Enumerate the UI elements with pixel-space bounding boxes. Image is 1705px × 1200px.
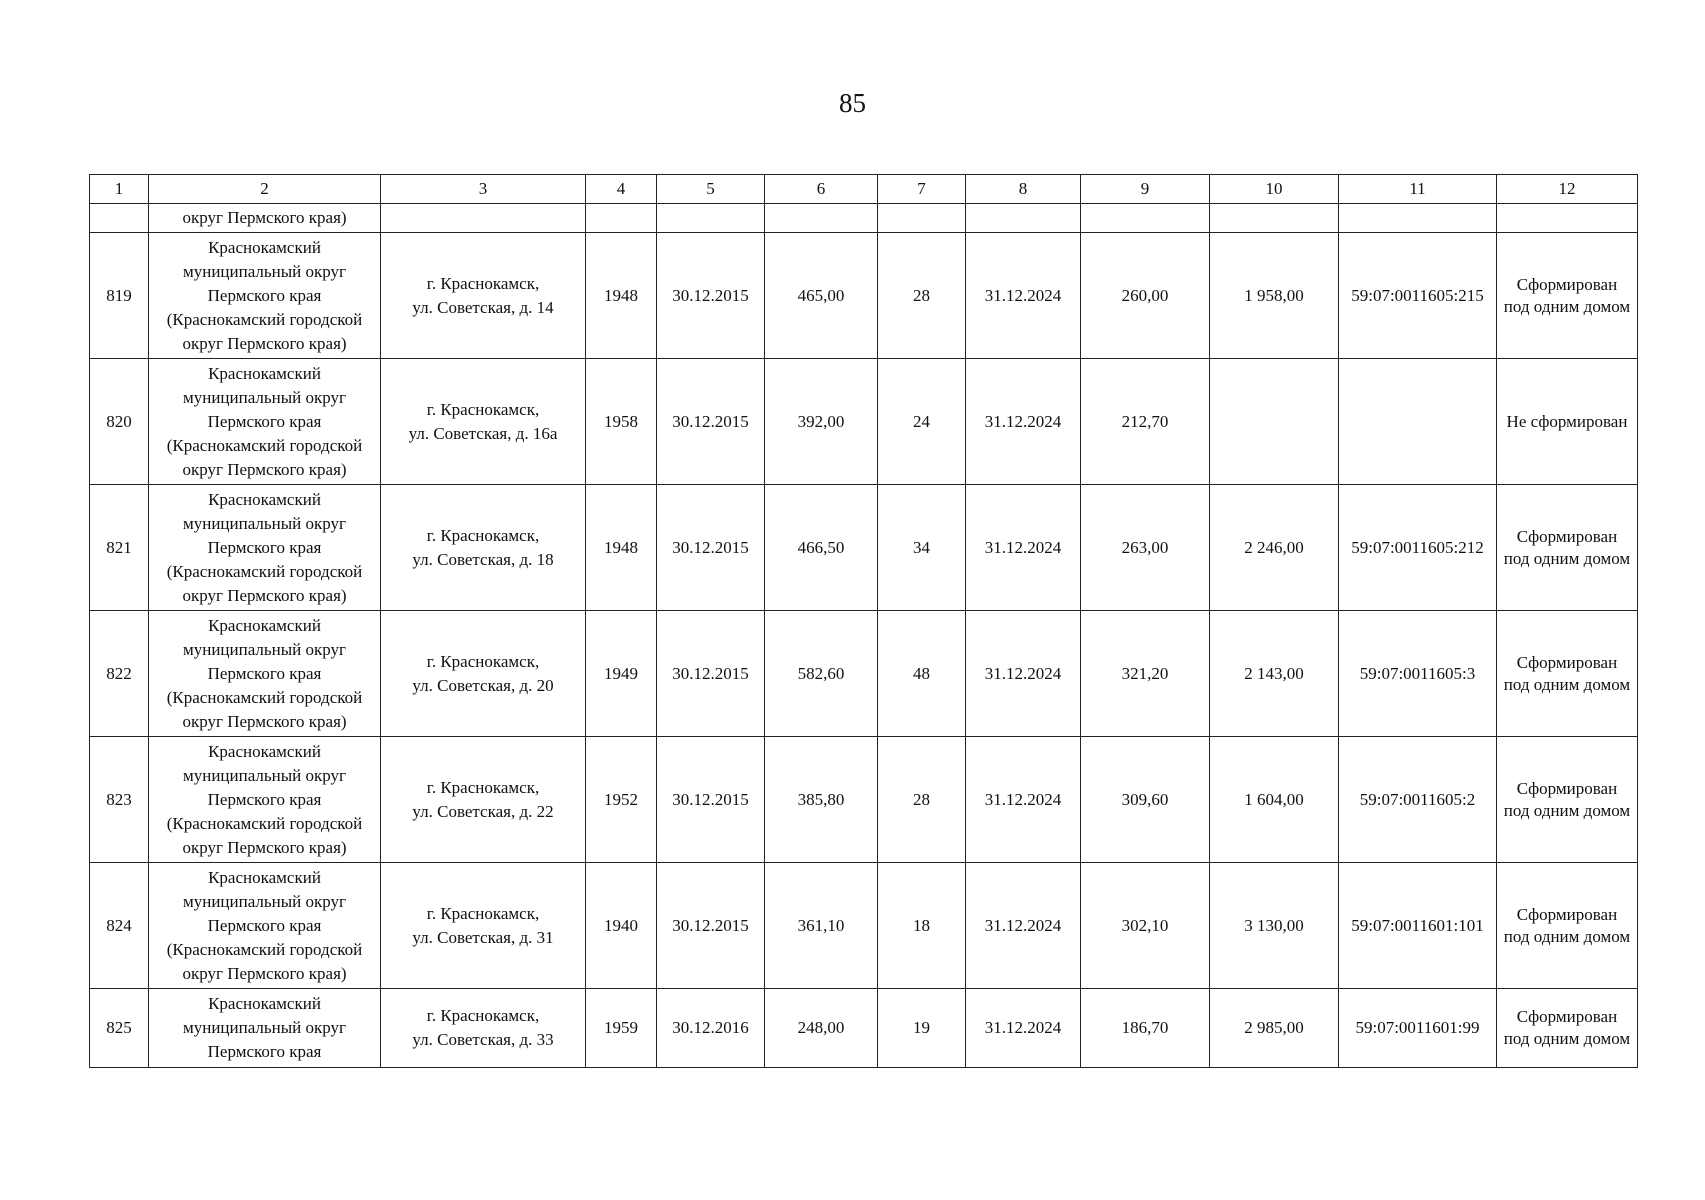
status-cell: Сформирован под одним домом <box>1497 233 1638 359</box>
cadastral-cell: 59:07:0011601:99 <box>1339 989 1497 1068</box>
column-number-header <box>90 175 1638 204</box>
year-cell: 1948 <box>586 485 657 611</box>
column-header: 12 <box>1497 175 1638 204</box>
area-cell: 248,00 <box>765 989 878 1068</box>
owner-cell: Краснокамский муниципальный округ Пермского края (Краснокамский городской округ Пермского края) <box>149 233 381 359</box>
area2-cell: 260,00 <box>1081 233 1210 359</box>
cadastral-cell <box>1339 359 1497 485</box>
table-row <box>90 485 1638 611</box>
area2-cell: 302,10 <box>1081 863 1210 989</box>
table-row <box>90 863 1638 989</box>
column-header: 5 <box>657 175 765 204</box>
date-cell: 30.12.2015 <box>657 233 765 359</box>
residents-cell: 34 <box>878 485 966 611</box>
address-cell: г. Краснокамск, ул. Советская, д. 16а <box>381 359 586 485</box>
year-cell: 1952 <box>586 737 657 863</box>
row-number: 824 <box>90 863 149 989</box>
cell-empty <box>90 204 149 233</box>
column-header: 9 <box>1081 175 1210 204</box>
cadastral-cell: 59:07:0011605:212 <box>1339 485 1497 611</box>
land-area-cell <box>1210 359 1339 485</box>
land-area-cell: 2 143,00 <box>1210 611 1339 737</box>
row-number: 821 <box>90 485 149 611</box>
column-header: 3 <box>381 175 586 204</box>
deadline-cell: 31.12.2024 <box>966 737 1081 863</box>
residents-cell: 18 <box>878 863 966 989</box>
deadline-cell: 31.12.2024 <box>966 989 1081 1068</box>
continuation-row <box>90 204 1638 233</box>
land-area-cell: 1 958,00 <box>1210 233 1339 359</box>
land-area-cell: 2 985,00 <box>1210 989 1339 1068</box>
area2-cell: 212,70 <box>1081 359 1210 485</box>
row-number: 823 <box>90 737 149 863</box>
status-cell: Сформирован под одним домом <box>1497 989 1638 1068</box>
year-cell: 1948 <box>586 233 657 359</box>
cadastral-cell: 59:07:0011605:2 <box>1339 737 1497 863</box>
table-row <box>90 359 1638 485</box>
deadline-cell: 31.12.2024 <box>966 233 1081 359</box>
residents-cell: 19 <box>878 989 966 1068</box>
cell-empty <box>966 204 1081 233</box>
area2-cell: 186,70 <box>1081 989 1210 1068</box>
date-cell: 30.12.2015 <box>657 737 765 863</box>
row-number: 819 <box>90 233 149 359</box>
deadline-cell: 31.12.2024 <box>966 359 1081 485</box>
status-cell: Не сформирован <box>1497 359 1638 485</box>
deadline-cell: 31.12.2024 <box>966 485 1081 611</box>
status-cell: Сформирован под одним домом <box>1497 737 1638 863</box>
column-header: 6 <box>765 175 878 204</box>
owner-cell: Краснокамский муниципальный округ Пермского края (Краснокамский городской округ Пермского края) <box>149 485 381 611</box>
address-cell: г. Краснокамск, ул. Советская, д. 20 <box>381 611 586 737</box>
area2-cell: 321,20 <box>1081 611 1210 737</box>
date-cell: 30.12.2016 <box>657 989 765 1068</box>
table-row <box>90 989 1638 1068</box>
column-header: 4 <box>586 175 657 204</box>
header-row <box>90 175 1638 204</box>
cell-empty <box>586 204 657 233</box>
residents-cell: 24 <box>878 359 966 485</box>
table-row <box>90 611 1638 737</box>
table-row <box>90 233 1638 359</box>
housing-registry-table <box>89 174 1638 1068</box>
owner-cell: Краснокамский муниципальный округ Пермского края <box>149 989 381 1068</box>
date-cell: 30.12.2015 <box>657 485 765 611</box>
row-number: 820 <box>90 359 149 485</box>
cell-empty <box>1081 204 1210 233</box>
status-cell: Сформирован под одним домом <box>1497 485 1638 611</box>
address-cell: г. Краснокамск, ул. Советская, д. 33 <box>381 989 586 1068</box>
year-cell: 1958 <box>586 359 657 485</box>
status-cell: Сформирован под одним домом <box>1497 611 1638 737</box>
address-cell: г. Краснокамск, ул. Советская, д. 22 <box>381 737 586 863</box>
cadastral-cell: 59:07:0011605:215 <box>1339 233 1497 359</box>
cadastral-cell: 59:07:0011605:3 <box>1339 611 1497 737</box>
owner-cell: Краснокамский муниципальный округ Пермского края (Краснокамский городской округ Пермского края) <box>149 863 381 989</box>
cell-empty <box>878 204 966 233</box>
address-cell: г. Краснокамск, ул. Советская, д. 18 <box>381 485 586 611</box>
area-cell: 466,50 <box>765 485 878 611</box>
cell-empty <box>1210 204 1339 233</box>
residents-cell: 48 <box>878 611 966 737</box>
area-cell: 582,60 <box>765 611 878 737</box>
cell-empty <box>657 204 765 233</box>
land-area-cell: 2 246,00 <box>1210 485 1339 611</box>
address-cell: г. Краснокамск, ул. Советская, д. 14 <box>381 233 586 359</box>
owner-cell: Краснокамский муниципальный округ Пермского края (Краснокамский городской округ Пермского края) <box>149 611 381 737</box>
year-cell: 1959 <box>586 989 657 1068</box>
owner-cell: Краснокамский муниципальный округ Пермского края (Краснокамский городской округ Пермского края) <box>149 359 381 485</box>
page-number: 85 <box>839 88 866 118</box>
cell-empty <box>1339 204 1497 233</box>
area2-cell: 309,60 <box>1081 737 1210 863</box>
row-number: 825 <box>90 989 149 1068</box>
residents-cell: 28 <box>878 233 966 359</box>
address-cell: г. Краснокамск, ул. Советская, д. 31 <box>381 863 586 989</box>
owner-cell: округ Пермского края) <box>149 204 381 233</box>
deadline-cell: 31.12.2024 <box>966 863 1081 989</box>
column-header: 10 <box>1210 175 1339 204</box>
date-cell: 30.12.2015 <box>657 359 765 485</box>
status-cell: Сформирован под одним домом <box>1497 863 1638 989</box>
cadastral-cell: 59:07:0011601:101 <box>1339 863 1497 989</box>
column-header: 7 <box>878 175 966 204</box>
year-cell: 1940 <box>586 863 657 989</box>
date-cell: 30.12.2015 <box>657 863 765 989</box>
area-cell: 392,00 <box>765 359 878 485</box>
cell-empty <box>765 204 878 233</box>
year-cell: 1949 <box>586 611 657 737</box>
owner-cell: Краснокамский муниципальный округ Пермского края (Краснокамский городской округ Пермского края) <box>149 737 381 863</box>
column-header: 2 <box>149 175 381 204</box>
area-cell: 465,00 <box>765 233 878 359</box>
deadline-cell: 31.12.2024 <box>966 611 1081 737</box>
date-cell: 30.12.2015 <box>657 611 765 737</box>
cell-empty <box>1497 204 1638 233</box>
residents-cell: 28 <box>878 737 966 863</box>
cell-empty <box>381 204 586 233</box>
column-header: 11 <box>1339 175 1497 204</box>
area-cell: 361,10 <box>765 863 878 989</box>
land-area-cell: 1 604,00 <box>1210 737 1339 863</box>
column-header: 8 <box>966 175 1081 204</box>
column-header: 1 <box>90 175 149 204</box>
row-number: 822 <box>90 611 149 737</box>
table-row <box>90 737 1638 863</box>
area-cell: 385,80 <box>765 737 878 863</box>
land-area-cell: 3 130,00 <box>1210 863 1339 989</box>
area2-cell: 263,00 <box>1081 485 1210 611</box>
